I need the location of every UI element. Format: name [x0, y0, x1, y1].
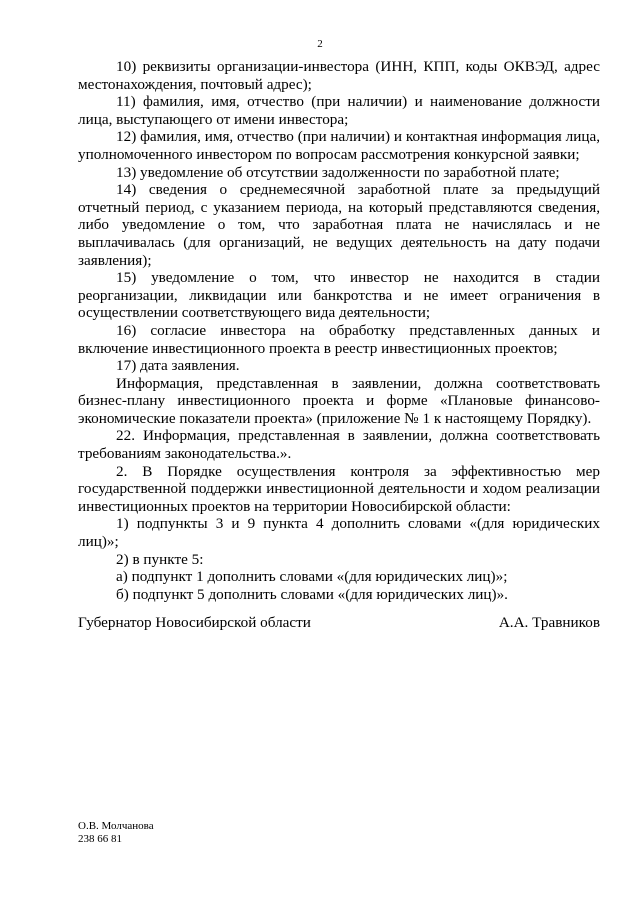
signature-block: [78, 614, 600, 632]
paragraph-subitem-b: б) подпункт 5 дополнить словами «(для юридических лиц)».: [116, 585, 508, 603]
paragraph-item-16: 16) согласие инвестора на обработку представленных данных и включение инвестиционного проекта в реестр инвестиционных проектов;: [78, 321, 600, 357]
executor-info: [78, 820, 154, 846]
executor-phone: 238 66 81: [78, 833, 122, 845]
signatory-name: А.А. Травников: [498, 614, 600, 631]
paragraph-clause-22: 22. Информация, представленная в заявлении, должна соответствовать требованиям законодательства.».: [78, 427, 600, 463]
paragraph-subitem-a: а) подпункт 1 дополнить словами «(для юридических лиц)»;: [116, 568, 508, 586]
paragraph-subitem-1: 1) подпункты 3 и 9 пункта 4 дополнить словами «(для юридических лиц)»;: [78, 515, 600, 551]
paragraph-information-requirement: Информация, представленная в заявлении, должна соответствовать бизнес-плану инвестиционного проекта и форме «Плановые финансово-экономические показатели проекта» (приложение № 1 к настоящему Порядку).: [78, 374, 600, 427]
paragraph-item-14: 14) сведения о среднемесячной заработной плате за предыдущий отчетный период, с указанием периода, на который представляются сведения, либо уведомление о том, что заработная плата не начислялась и не выплачивалась (для организаций, не ведущих деятельность на дату подачи заявления);: [78, 181, 600, 269]
paragraph-section-2: 2. В Порядке осуществления контроля за эффективностью мер государственной поддержки инвестиционной деятельности и ходом реализации инвестиционных проектов на территории Новосибирской области:: [78, 462, 600, 515]
paragraph-item-15: 15) уведомление о том, что инвестор не находится в стадии реорганизации, ликвидации или банкротства и не имеет ограничения в осуществлении соответствующего вида деятельности;: [78, 269, 600, 322]
paragraph-item-10: 10) реквизиты организации-инвестора (ИНН, КПП, коды ОКВЭД, адрес местонахождения, почтовый адрес);: [78, 58, 600, 93]
document-body: [78, 58, 600, 603]
paragraph-item-11: 11) фамилия, имя, отчество (при наличии) и наименование должности лица, выступающего от имени инвестора;: [78, 93, 600, 128]
signatory-position: Губернатор Новосибирской области: [78, 614, 311, 631]
paragraph-subitem-2: 2) в пункте 5:: [116, 550, 204, 568]
page-number: 2: [317, 38, 323, 50]
paragraph-item-17: 17) дата заявления.: [116, 357, 240, 375]
paragraph-item-13: 13) уведомление об отсутствии задолженности по заработной плате;: [116, 163, 560, 181]
paragraph-item-12: 12) фамилия, имя, отчество (при наличии) и контактная информация лица, уполномоченного инвестором по вопросам рассмотрения конкурсной заявки;: [78, 128, 600, 163]
executor-name: О.В. Молчанова: [78, 820, 154, 832]
